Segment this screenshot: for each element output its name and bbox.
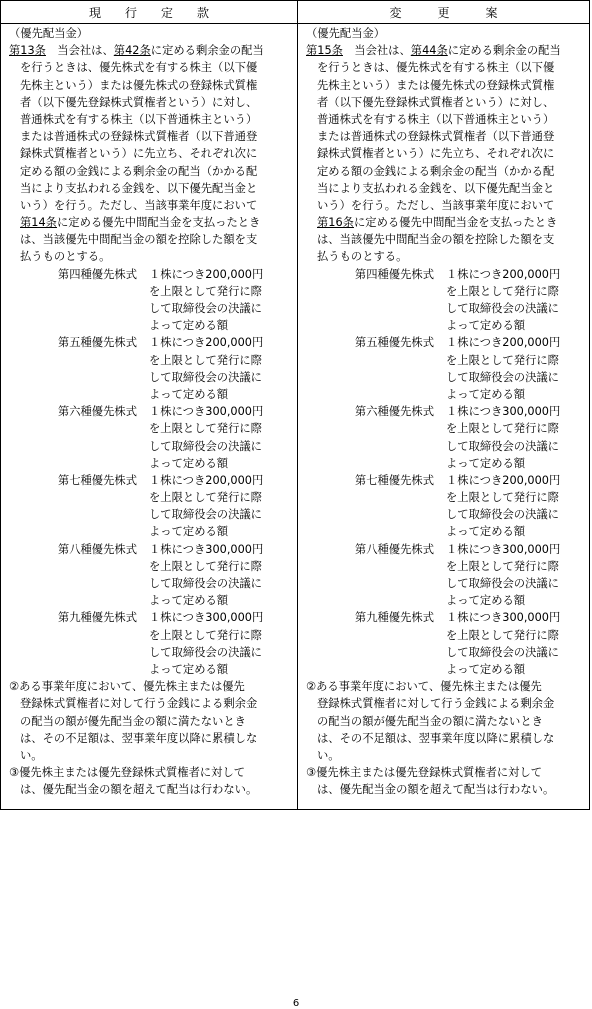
text-line: を行うときは、優先株式を有する株主（以下優 bbox=[20, 61, 258, 75]
share-class-name: 第七種優先株式 bbox=[354, 473, 434, 487]
text-line: 普通株式を有する株主（以下普通株主という） bbox=[20, 112, 258, 126]
text-line: 先株主という）または優先株式の登録株式質権 bbox=[20, 78, 258, 92]
share-class-name: 第六種優先株式 bbox=[57, 405, 137, 419]
article-heading: （優先配当金） bbox=[9, 27, 89, 40]
text-line: は、当該優先中間配当金の額を控除した額を支 bbox=[20, 233, 258, 247]
share-dividend-desc: １株につき200,000円 を上限として発行に際 して取締役会の決議に よって定める額 bbox=[149, 336, 264, 401]
text-line: い。 bbox=[317, 748, 340, 762]
article-body bbox=[9, 59, 291, 265]
share-class-name: 第四種優先株式 bbox=[57, 267, 137, 281]
article-reference: 第44条 bbox=[410, 44, 448, 58]
text-line: ③優先株主または優先登録株式質権者に対して bbox=[306, 766, 543, 780]
text-line: 定める額の金銭による剰余金の配当（かかる配 bbox=[317, 164, 555, 178]
share-class-name: 第四種優先株式 bbox=[354, 267, 434, 281]
text-line: または普通株式の登録株式質権者（以下普通登 bbox=[20, 130, 258, 144]
text-span: に定める優先中間配当金を支払ったとき bbox=[56, 216, 261, 230]
share-item bbox=[9, 334, 291, 403]
article-first-line bbox=[306, 42, 588, 59]
text-line: 当により支払われる金銭を、以下優先配当金と bbox=[317, 181, 555, 195]
share-dividend-desc: １株につき300,000円 を上限として発行に際 して取締役会の決議に よって定める額 bbox=[149, 611, 264, 676]
text-span: に定める剰余金の配当 bbox=[150, 44, 264, 58]
text-line: 登録株式質権者に対して行う金銭による剰余金 bbox=[20, 697, 258, 711]
text-line: いう）を行う。ただし、当該事業年度において bbox=[20, 198, 258, 212]
article-number: 第13条 bbox=[9, 44, 46, 58]
share-class-name: 第八種優先株式 bbox=[57, 542, 137, 556]
share-dividend-desc: １株につき300,000円 を上限として発行に際 して取締役会の決議に よって定める額 bbox=[446, 542, 561, 608]
share-class-name: 第九種優先株式 bbox=[354, 611, 434, 625]
paragraph-3 bbox=[306, 764, 588, 798]
text-line: 定める額の金銭による剰余金の配当（かかる配 bbox=[20, 164, 258, 178]
text-line: ③優先株主または優先登録株式質権者に対して bbox=[9, 766, 246, 780]
text-line: は、その不足額は、翌事業年度以降に累積しな bbox=[20, 731, 258, 745]
table-header bbox=[1, 1, 589, 24]
text-span: に定める剰余金の配当 bbox=[447, 44, 561, 58]
text-line: ②ある事業年度において、優先株主または優先 bbox=[306, 680, 542, 694]
share-item bbox=[306, 609, 588, 678]
text-line: 登録株式質権者に対して行う金銭による剰余金 bbox=[317, 697, 555, 711]
text-line bbox=[317, 214, 588, 231]
text-line: ②ある事業年度において、優先株主または優先 bbox=[9, 680, 245, 694]
article-reference: 第14条 bbox=[20, 216, 57, 230]
paragraph-2 bbox=[9, 678, 291, 764]
text-span: 当会社は、 bbox=[45, 44, 114, 58]
share-dividend-list bbox=[306, 266, 588, 679]
text-line: は、その不足額は、翌事業年度以降に累積しな bbox=[317, 731, 555, 745]
share-class-name: 第六種優先株式 bbox=[354, 405, 434, 419]
share-item bbox=[9, 266, 291, 335]
share-item bbox=[306, 403, 588, 472]
text-line: 当により支払われる金銭を、以下優先配当金と bbox=[20, 181, 258, 195]
share-item bbox=[9, 472, 291, 541]
share-item bbox=[9, 541, 291, 610]
text-span: に定める優先中間配当金を支払ったとき bbox=[353, 216, 558, 230]
text-line: 払うものとする。 bbox=[317, 250, 408, 264]
share-class-name: 第七種優先株式 bbox=[57, 473, 137, 487]
share-class-name: 第五種優先株式 bbox=[354, 336, 434, 350]
text-line: 普通株式を有する株主（以下普通株主という） bbox=[317, 112, 555, 126]
text-line: または普通株式の登録株式質権者（以下普通登 bbox=[317, 130, 555, 144]
current-articles-column bbox=[9, 25, 291, 798]
text-line: いう）を行う。ただし、当該事業年度において bbox=[317, 198, 555, 212]
share-class-name: 第九種優先株式 bbox=[57, 611, 137, 625]
share-class-name: 第八種優先株式 bbox=[354, 542, 434, 556]
share-dividend-desc: １株につき300,000円 を上限として発行に際 して取締役会の決議に よって定める額 bbox=[149, 405, 264, 470]
share-dividend-desc: １株につき200,000円 を上限として発行に際 して取締役会の決議に よって定める額 bbox=[446, 473, 561, 539]
share-item bbox=[306, 541, 588, 610]
proposed-amendment-header: 変 更 案 bbox=[389, 6, 498, 20]
share-item bbox=[9, 403, 291, 472]
share-dividend-desc: １株につき300,000円 を上限として発行に際 して取締役会の決議に よって定める額 bbox=[446, 405, 561, 470]
page-number: 6 bbox=[292, 998, 300, 1009]
share-dividend-list bbox=[9, 266, 291, 679]
share-class-name: 第五種優先株式 bbox=[57, 336, 137, 350]
text-line: は、優先配当金の額を超えて配当は行わない。 bbox=[317, 783, 555, 797]
text-span: 当会社は、 bbox=[342, 44, 411, 58]
text-line: 者（以下優先登録株式質権者という）に対し、 bbox=[317, 95, 555, 109]
text-line bbox=[20, 214, 291, 231]
share-item bbox=[306, 472, 588, 541]
text-line: 払うものとする。 bbox=[20, 250, 111, 264]
share-item bbox=[306, 334, 588, 403]
column-divider bbox=[297, 1, 298, 809]
article-reference: 第42条 bbox=[113, 44, 151, 58]
paragraph-3 bbox=[9, 764, 291, 798]
article-first-line bbox=[9, 42, 291, 59]
current-articles-header: 現 行 定 款 bbox=[88, 6, 209, 20]
share-dividend-desc: １株につき200,000円 を上限として発行に際 して取締役会の決議に よって定める額 bbox=[149, 267, 264, 333]
share-item bbox=[9, 609, 291, 678]
text-line: の配当の額が優先配当金の額に満たないとき bbox=[20, 714, 246, 728]
text-line: 先株主という）または優先株式の登録株式質権 bbox=[317, 78, 555, 92]
text-line: 録株式質権者という）に先立ち、それぞれ次に bbox=[20, 147, 258, 161]
text-line: は、優先配当金の額を超えて配当は行わない。 bbox=[20, 783, 258, 797]
article-number: 第15条 bbox=[306, 44, 343, 58]
share-dividend-desc: １株につき300,000円 を上限として発行に際 して取締役会の決議に よって定める額 bbox=[149, 542, 264, 608]
share-item bbox=[306, 266, 588, 335]
article-reference: 第16条 bbox=[317, 216, 354, 230]
text-line: 者（以下優先登録株式質権者という）に対し、 bbox=[20, 95, 258, 109]
text-line: 録株式質権者という）に先立ち、それぞれ次に bbox=[317, 147, 555, 161]
share-dividend-desc: １株につき200,000円 を上限として発行に際 して取締役会の決議に よって定める額 bbox=[446, 267, 561, 333]
share-dividend-desc: １株につき200,000円 を上限として発行に際 して取締役会の決議に よって定める額 bbox=[149, 473, 264, 539]
text-line: を行うときは、優先株式を有する株主（以下優 bbox=[317, 61, 555, 75]
article-body bbox=[306, 59, 588, 265]
proposed-amendment-column bbox=[306, 25, 588, 798]
text-line: い。 bbox=[20, 748, 43, 762]
text-line: は、当該優先中間配当金の額を控除した額を支 bbox=[317, 233, 555, 247]
share-dividend-desc: １株につき300,000円 を上限として発行に際 して取締役会の決議に よって定める額 bbox=[446, 611, 561, 676]
article-heading: （優先配当金） bbox=[306, 27, 386, 40]
share-dividend-desc: １株につき200,000円 を上限として発行に際 して取締役会の決議に よって定める額 bbox=[446, 336, 561, 401]
text-line: の配当の額が優先配当金の額に満たないとき bbox=[317, 714, 543, 728]
paragraph-2 bbox=[306, 678, 588, 764]
